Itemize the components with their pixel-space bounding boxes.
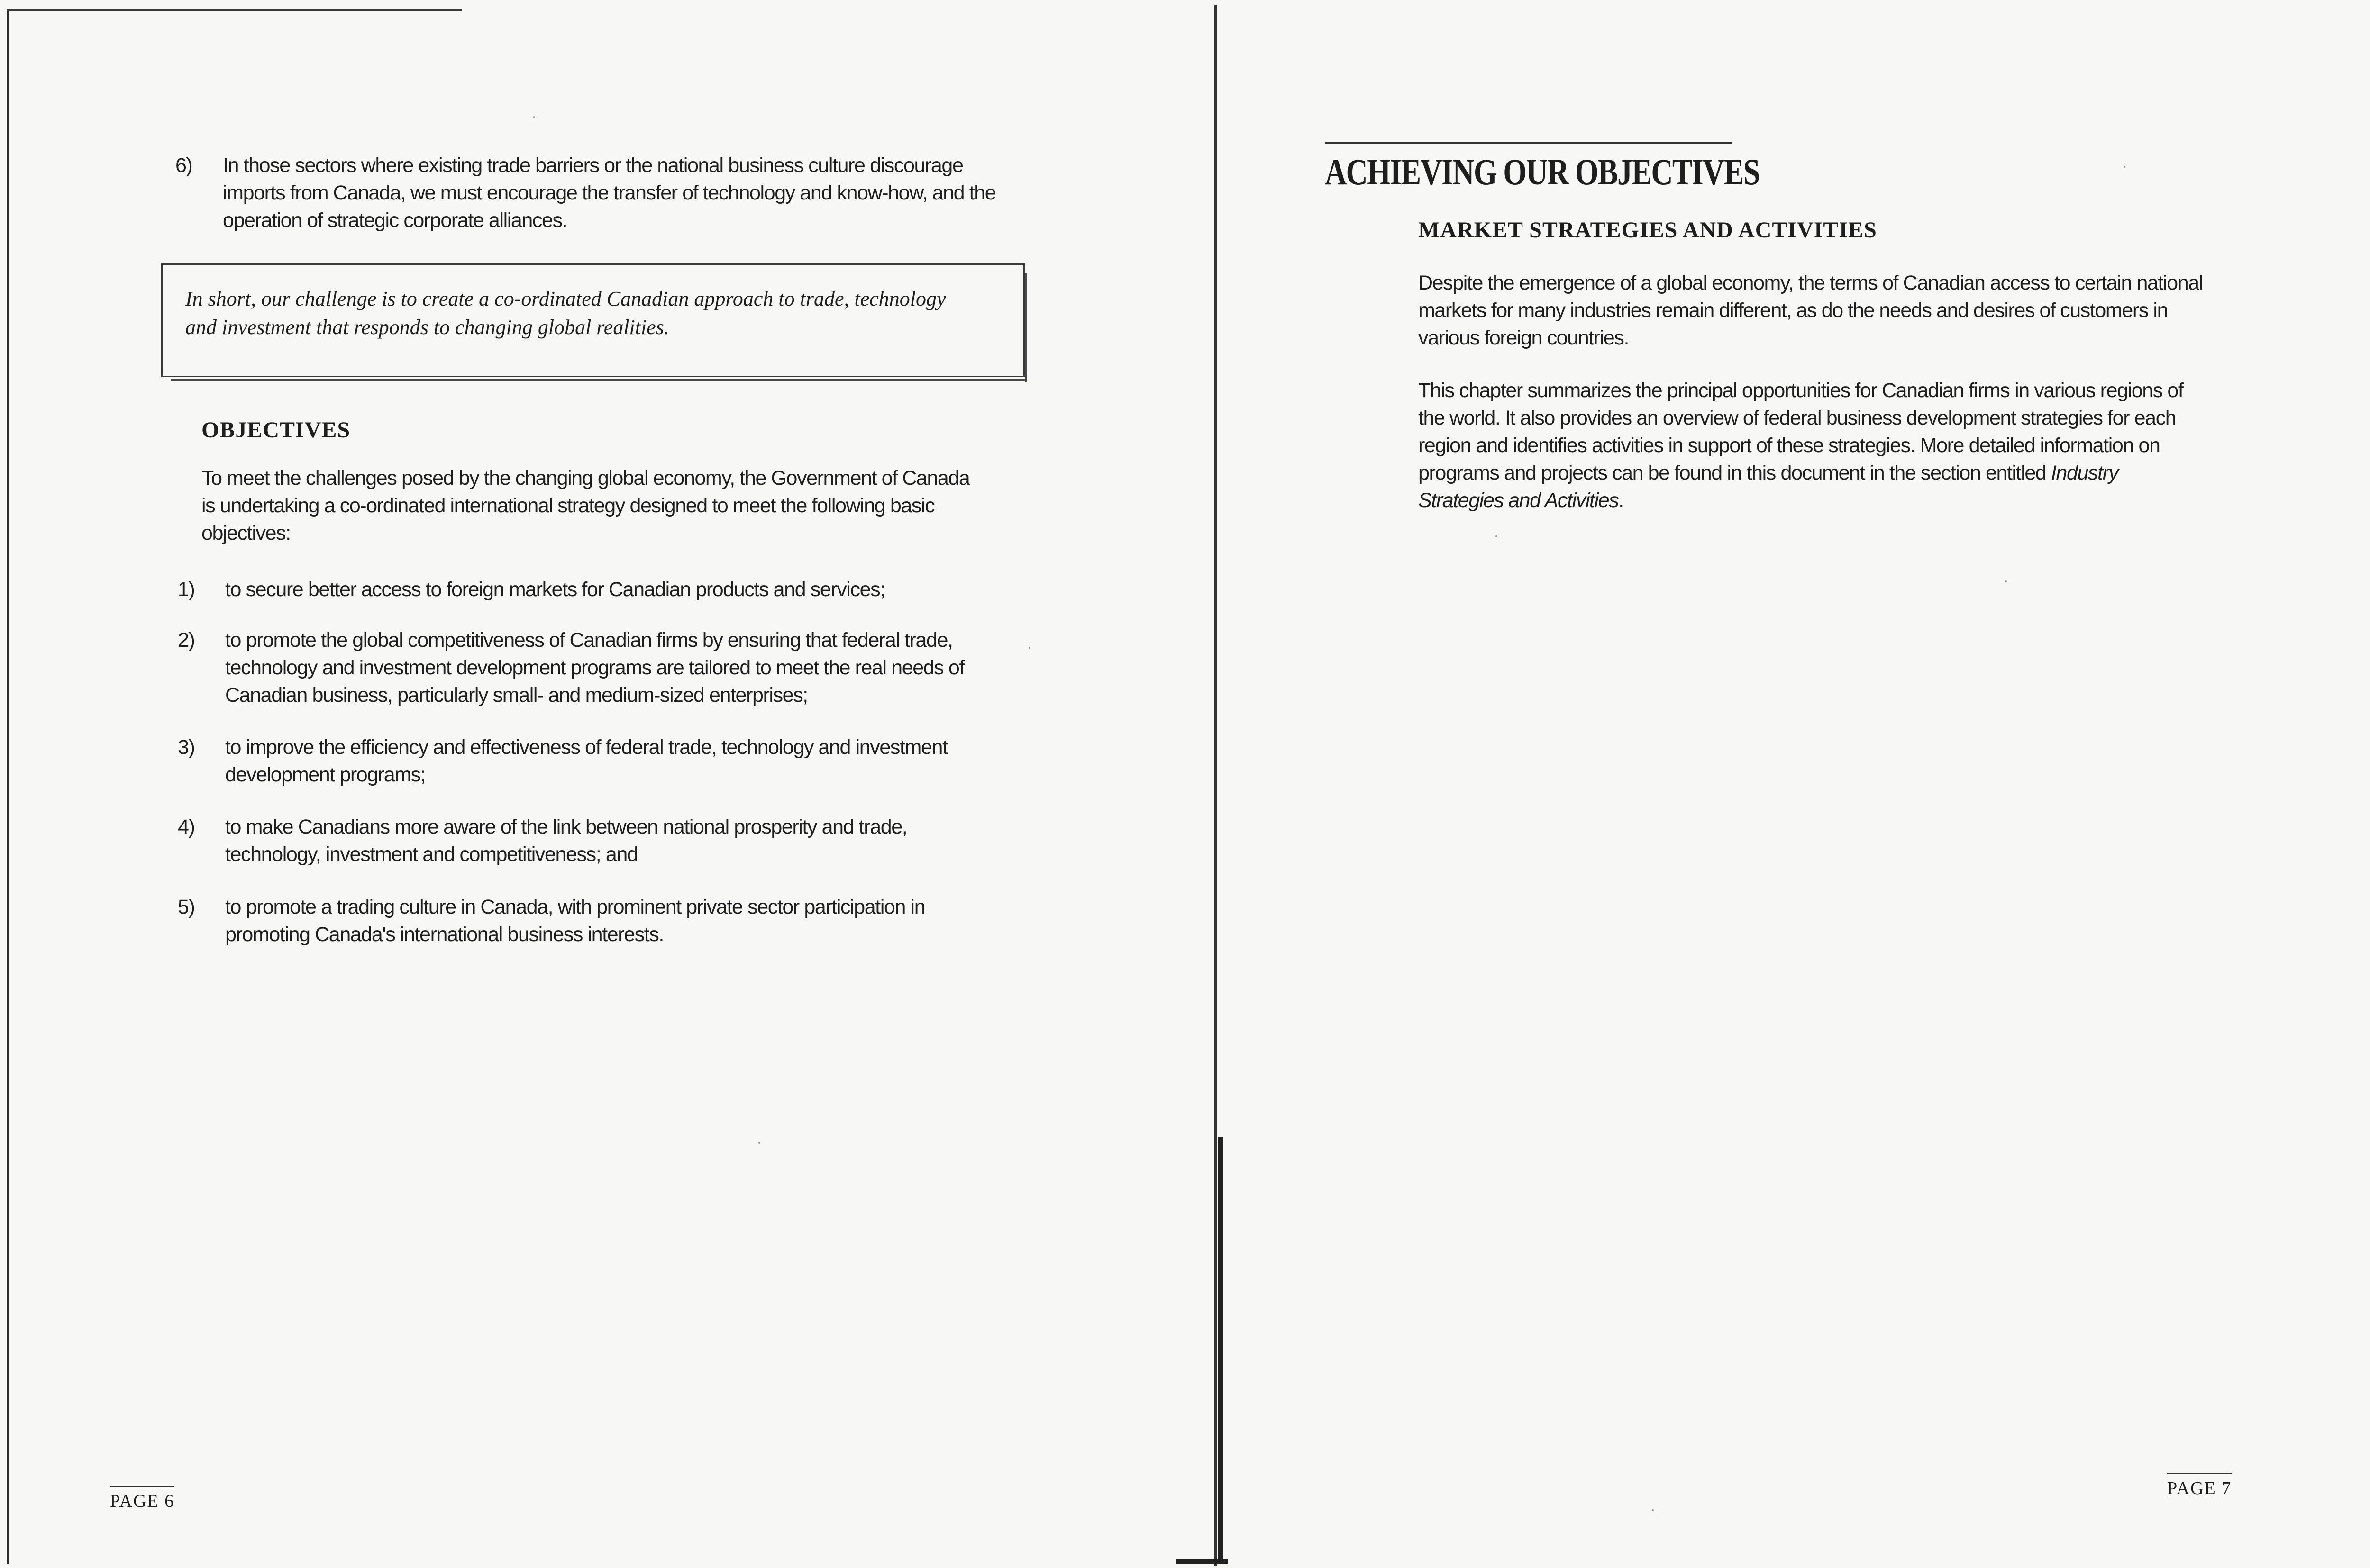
intro-line: is undertaking a co-ordinated international strategy designed to meet the following basic [201,494,935,517]
item-line: to promote a trading culture in Canada, with prominent private sector participation in [225,896,925,918]
item-number: 4) [178,816,195,838]
paragraph-line: programs and projects can be found in this document in the section entitled [1418,462,2051,484]
paragraph-end: . [1618,489,1623,512]
item-line: promoting Canada's international business interests. [225,923,664,946]
scan-speck [758,1142,760,1144]
intro-line: To meet the challenges posed by the changing global economy, the Government of Canada [201,467,970,489]
item-line: operation of strategic corporate alliances. [223,209,567,232]
paragraph-line: the world. It also provides an overview of federal business development strategies for each [1418,407,2176,429]
paragraph-line: Despite the emergence of a global economy, the terms of Canadian access to certain national [1418,272,2203,294]
item-line: to make Canadians more aware of the link between national prosperity and trade, [225,816,907,838]
callout-line: and investment that responds to changing global realities. [185,316,669,339]
item-number: 1) [178,578,195,601]
item-number: 6) [175,154,192,177]
chapter-title: ACHIEVING OUR OBJECTIVES [1325,151,1759,192]
item-line: In those sectors where existing trade barriers or the national business culture discourage [223,154,963,177]
section-reference: Strategies and Activities [1418,489,1619,512]
paragraph-line: region and identifies activities in support of these strategies. More detailed information on [1418,434,2160,457]
scan-speck [1495,535,1497,537]
item-line: to improve the efficiency and effectiveness of federal trade, technology and investment [225,736,948,759]
objectives-heading: OBJECTIVES [201,417,351,443]
paragraph-line: various foreign countries. [1418,326,1629,349]
item-line: development programs; [225,763,426,786]
item-line: Canadian business, particularly small- and medium-sized enterprises; [225,684,808,707]
item-number: 2) [178,629,195,652]
scan-speck [2005,580,2007,582]
item-line: imports from Canada, we must encourage the transfer of technology and know-how, and the [223,181,996,204]
summary-paragraph [1418,377,2319,514]
scan-speck [1652,1509,1654,1511]
scan-speck [2124,166,2125,168]
item-line: technology, investment and competitiveness; and [225,843,638,866]
intro-line: objectives: [201,522,291,544]
scan-speck [1029,647,1030,649]
intro-paragraph [1418,269,2319,352]
paragraph-line: markets for many industries remain different, as do the needs and desires of customers in [1418,299,2168,322]
chapter-title-rule [1325,142,1732,144]
callout-line: In short, our challenge is to create a co-ordinated Canadian approach to trade, technology [185,287,946,310]
market-strategies-heading: MARKET STRATEGIES AND ACTIVITIES [1418,218,1877,243]
item-number: 3) [178,736,195,759]
section-reference: Industry [2051,462,2118,484]
paragraph-line: This chapter summarizes the principal opportunities for Canadian firms in various regions of [1418,379,2183,402]
page-number-label: PAGE 7 [2167,1478,2232,1498]
item-number: 5) [178,896,195,918]
item-line: to secure better access to foreign markets for Canadian products and services; [225,578,885,601]
item-line: technology and investment development programs are tailored to meet the real needs of [225,656,964,679]
page-number-rule [2167,1473,2232,1474]
page-number-7 [2167,1473,2232,1499]
item-line: to promote the global competitiveness of Canadian firms by ensuring that federal trade, [225,629,953,652]
scan-speck [533,116,535,118]
page-number-label: PAGE 6 [110,1491,175,1511]
